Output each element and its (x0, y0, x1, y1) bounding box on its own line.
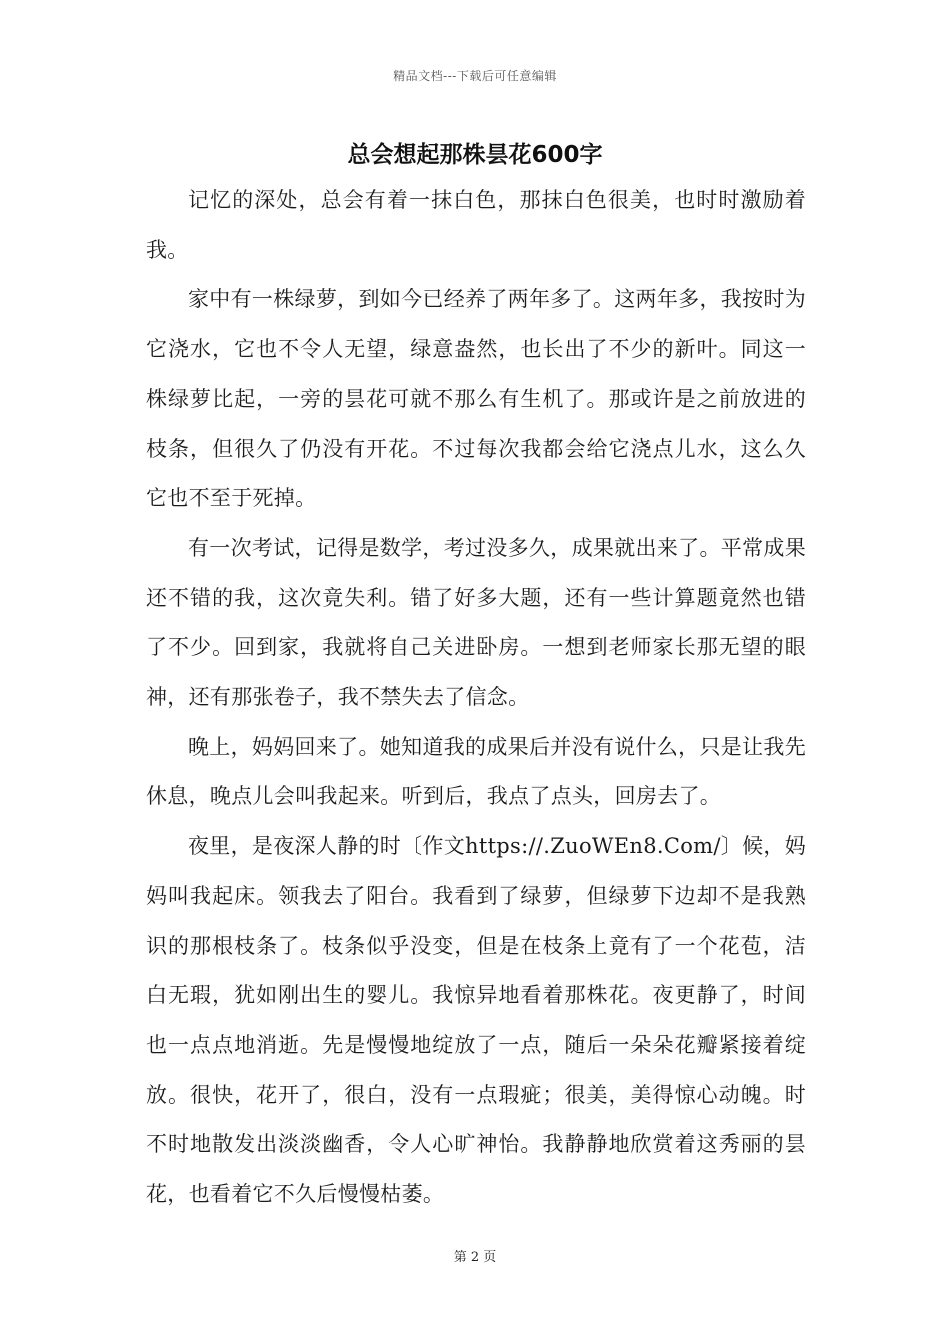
paragraph-2: 家中有一株绿萝，到如今已经养了两年多了。这两年多，我按时为它浇水，它也不令人无望，绿意盎然，也长出了不少的新叶。同这一株绿萝比起，一旁的昙花可就不那么有生机了。那或许是之前放进的枝条，但很久了仍没有开花。不过每次我都会给它浇点儿水，这么久它也不至于死掉。 (146, 287, 806, 511)
paragraph-3: 有一次考试，记得是数学，考过没多久，成果就出来了。平常成果还不错的我，这次竟失利。错了好多大题，还有一些计算题竟然也错了不少。回到家，我就将自己关进卧房。一想到老师家长那无望的眼神，还有那张卷子，我不禁失去了信念。 (146, 535, 806, 710)
paragraph-5: 夜里，是夜深人静的时〔作文https://.ZuoWEn8.Com/〕候，妈妈叫我起床。领我去了阳台。我看到了绿萝，但绿萝下边却不是我熟识的那根枝条了。枝条似乎没变，但是在枝条上竟有了一个花苞，洁白无瑕，犹如刚出生的婴儿。我惊异地看着那株花。夜更静了，时间也一点点地消逝。先是慢慢地绽放了一点，随后一朵朵花瓣紧接着绽放。很快，花开了，很白，没有一点瑕疵；很美，美得惊心动魄。时不时地散发出淡淡幽香，令人心旷神怡。我静静地欣赏着这秀丽的昙花，也看着它不久后慢慢枯萎。 (146, 834, 806, 1207)
document-body (146, 176, 806, 1220)
document-title: 总会想起那株昙花600字 (347, 142, 603, 168)
page-number: 第 2 页 (453, 1250, 497, 1265)
paragraph-1: 记忆的深处，总会有着一抹白色，那抹白色很美，也时时激励着我。 (146, 188, 806, 262)
page-header: 精品文档---下载后可任意编辑 (393, 69, 557, 83)
paragraph-4: 晚上，妈妈回来了。她知道我的成果后并没有说什么，只是让我先休息，晚点儿会叫我起来。听到后，我点了点头，回房去了。 (146, 734, 806, 809)
